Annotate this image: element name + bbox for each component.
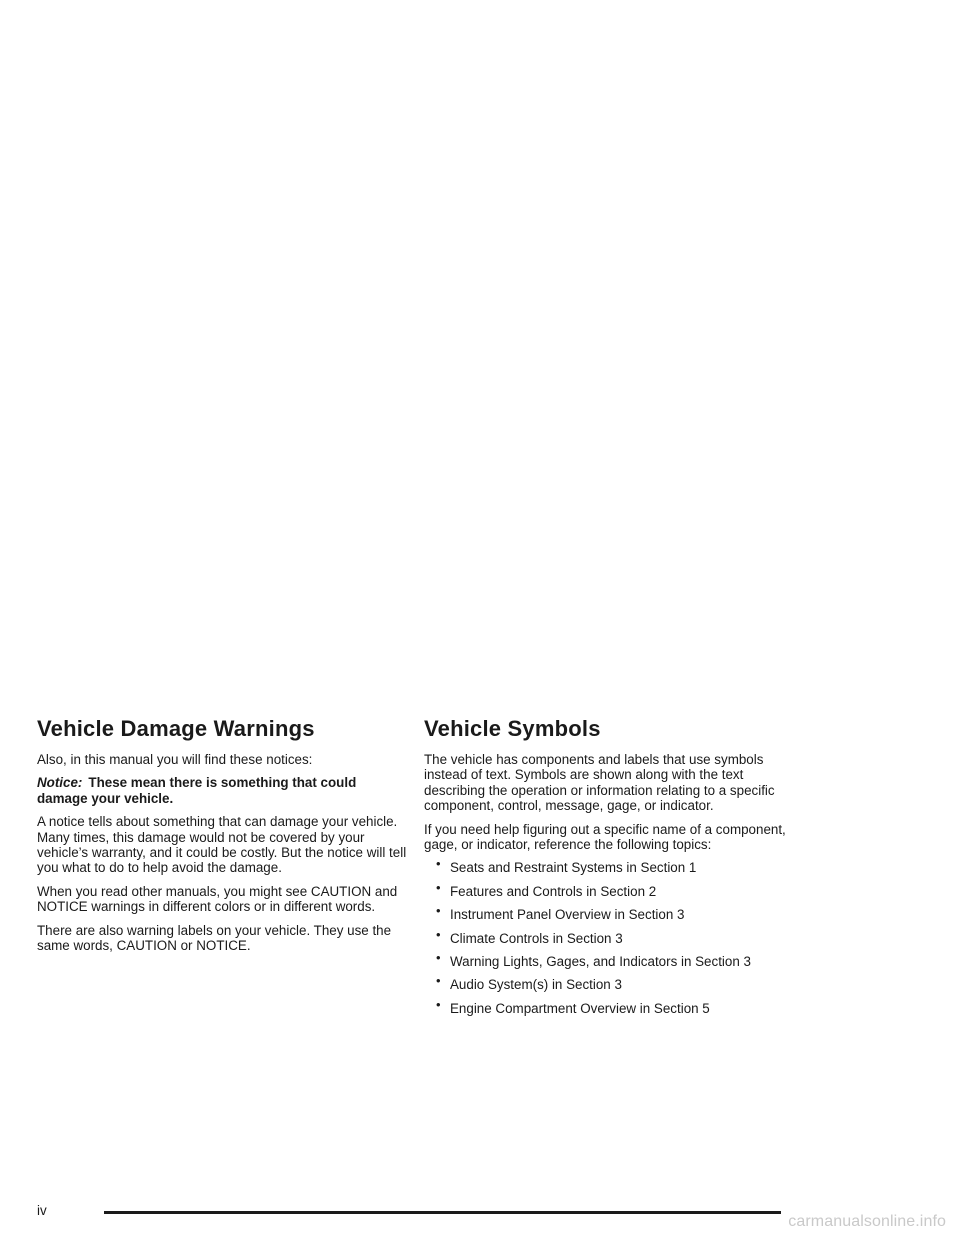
bullet-icon: • bbox=[436, 856, 441, 872]
footer-rule bbox=[104, 1211, 781, 1214]
topics-list bbox=[424, 856, 796, 1016]
list-item: • Audio System(s) in Section 3 bbox=[436, 973, 622, 993]
watermark: carmanualsonline.info bbox=[788, 1213, 946, 1230]
list-item: • Features and Controls in Section 2 bbox=[436, 879, 657, 899]
bullet-icon: • bbox=[436, 879, 441, 895]
bullet-icon: • bbox=[436, 996, 441, 1012]
vehicle-symbols-section bbox=[424, 716, 796, 1024]
list-item: • Seats and Restraint Systems in Section 1 bbox=[436, 856, 697, 876]
notice-text: These mean there is something that could damage your vehicle. bbox=[37, 775, 357, 806]
bullet-icon: • bbox=[436, 903, 441, 919]
notice-block bbox=[37, 775, 409, 806]
bullet-icon: • bbox=[436, 926, 441, 942]
paragraph: There are also warning labels on your vehicle. They use the same words, CAUTION or NOTICE. bbox=[37, 922, 392, 954]
list-item: • Climate Controls in Section 3 bbox=[436, 926, 623, 946]
paragraph: The vehicle has components and labels that use symbols instead of text. Symbols are shown along with the text describing the operation or information relating to a specific component, control, message, gage, or indicator. bbox=[424, 752, 775, 814]
section-heading: Vehicle Damage Warnings bbox=[37, 716, 315, 741]
paragraph: A notice tells about something that can damage your vehicle. Many times, this damage would not be covered by your vehicle’s warranty, and it could be costly. But the notice will tell you what to do to help avoid the damage. bbox=[37, 814, 407, 876]
intro-text: Also, in this manual you will find these notices: bbox=[37, 752, 313, 767]
bullet-icon: • bbox=[436, 950, 441, 965]
paragraph: If you need help figuring out a specific name of a component, gage, or indicator, reference the following topics: bbox=[424, 821, 786, 853]
page-number: iv bbox=[37, 1203, 47, 1218]
list-item: • Instrument Panel Overview in Section 3 bbox=[436, 903, 685, 923]
paragraph: When you read other manuals, you might see CAUTION and NOTICE warnings in different colors or in different words. bbox=[37, 883, 398, 915]
vehicle-damage-warnings-section bbox=[37, 716, 409, 961]
notice-label: Notice: bbox=[37, 775, 83, 791]
section-heading: Vehicle Symbols bbox=[424, 716, 601, 741]
list-item: • Engine Compartment Overview in Section 5 bbox=[436, 996, 710, 1016]
bullet-icon: • bbox=[436, 973, 441, 989]
list-item: • Warning Lights, Gages, and Indicators in Section 3 bbox=[436, 950, 751, 969]
